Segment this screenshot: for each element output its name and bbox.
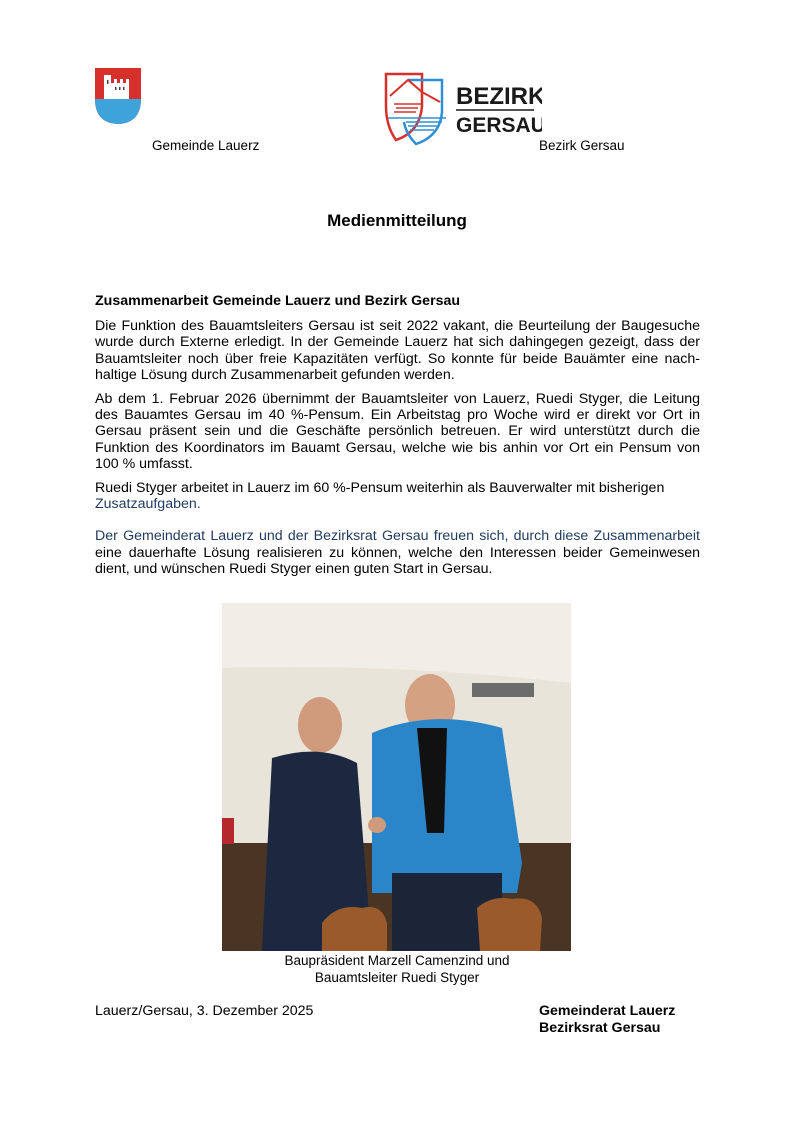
gersau-wordmark: GERSAU — [456, 114, 542, 137]
paragraph-4 — [95, 528, 700, 577]
lauerz-coat-of-arms-logo — [94, 67, 142, 125]
caption-line-1: Baupräsident Marzell Camenzind und — [284, 953, 510, 968]
paragraph-3-continuation: Zusatzaufgaben. — [95, 496, 201, 513]
paragraph-1: Die Funktion des Bauamtsleiters Gersau ist seit 2022 vakant, die Beurteilung der Baugesuche wurde durch Externe erledigt. In der Gemeinde Lauerz hat sich dahingegen gezeigt, dass der Bauamtsleiter noch über freie Kapazitäten verfügt. So konnte für beide Bauämter eine nach-haltige Lösung durch Zusammenarbeit gefunden werden. — [95, 318, 700, 383]
signature-gemeinderat: Gemeinderat Lauerz — [539, 1003, 676, 1019]
place-and-date: Lauerz/Gersau, 3. Dezember 2025 — [95, 1003, 314, 1019]
photo-caption — [0, 953, 794, 986]
paragraph-4-first-line: Der Gemeinderat Lauerz und der Bezirksrat Gersau freuen sich, durch diese Zusammenarbeit — [95, 528, 700, 545]
paragraph-4-text: eine dauerhafte Lösung realisieren zu können, welche den Interessen beider Gemeinwesen dient, und wünschen Ruedi Styger einen guten Start in Gersau. — [95, 544, 700, 577]
photo-image — [222, 603, 571, 951]
document-title: Medienmitteilung — [327, 211, 467, 230]
bezirk-gersau-logo — [382, 66, 542, 148]
coat-of-arms-icon — [94, 67, 142, 125]
bezirk-gersau-label: Bezirk Gersau — [539, 138, 625, 153]
caption-line-2: Bauamtsleiter Ruedi Styger — [314, 969, 480, 985]
document-body — [95, 293, 700, 585]
handshake-photo — [222, 603, 571, 951]
section-heading: Zusammenarbeit Gemeinde Lauerz und Bezirk Gersau — [95, 293, 461, 309]
gersau-emblem-icon — [382, 66, 542, 148]
bezirk-wordmark: BEZIRK — [456, 83, 542, 110]
signature-block — [539, 1003, 675, 1037]
paragraph-2: Ab dem 1. Februar 2026 übernimmt der Bauamtsleiter von Lauerz, Ruedi Styger, die Leitung des Bauamtes Gersau im 40 %-Pensum. Ein Arbeitstag pro Woche wird er direkt vor Ort in Gersau präsent sein und die Geschäfte persönlich betreuen. Er wird unterstützt durch die Funktion des Koordinators im Bauamt Gersau, welche wie bis anhin vor Ort ein Pensum von 100 % umfasst. — [95, 391, 700, 472]
gemeinde-lauerz-label: Gemeinde Lauerz — [152, 138, 260, 153]
signature-bezirksrat: Bezirksrat Gersau — [539, 1020, 661, 1036]
paragraph-3 — [95, 480, 700, 512]
paragraph-3-text: Ruedi Styger arbeitet in Lauerz im 60 %-Pensum weiterhin als Bauverwalter mit bisherigen — [95, 480, 665, 497]
